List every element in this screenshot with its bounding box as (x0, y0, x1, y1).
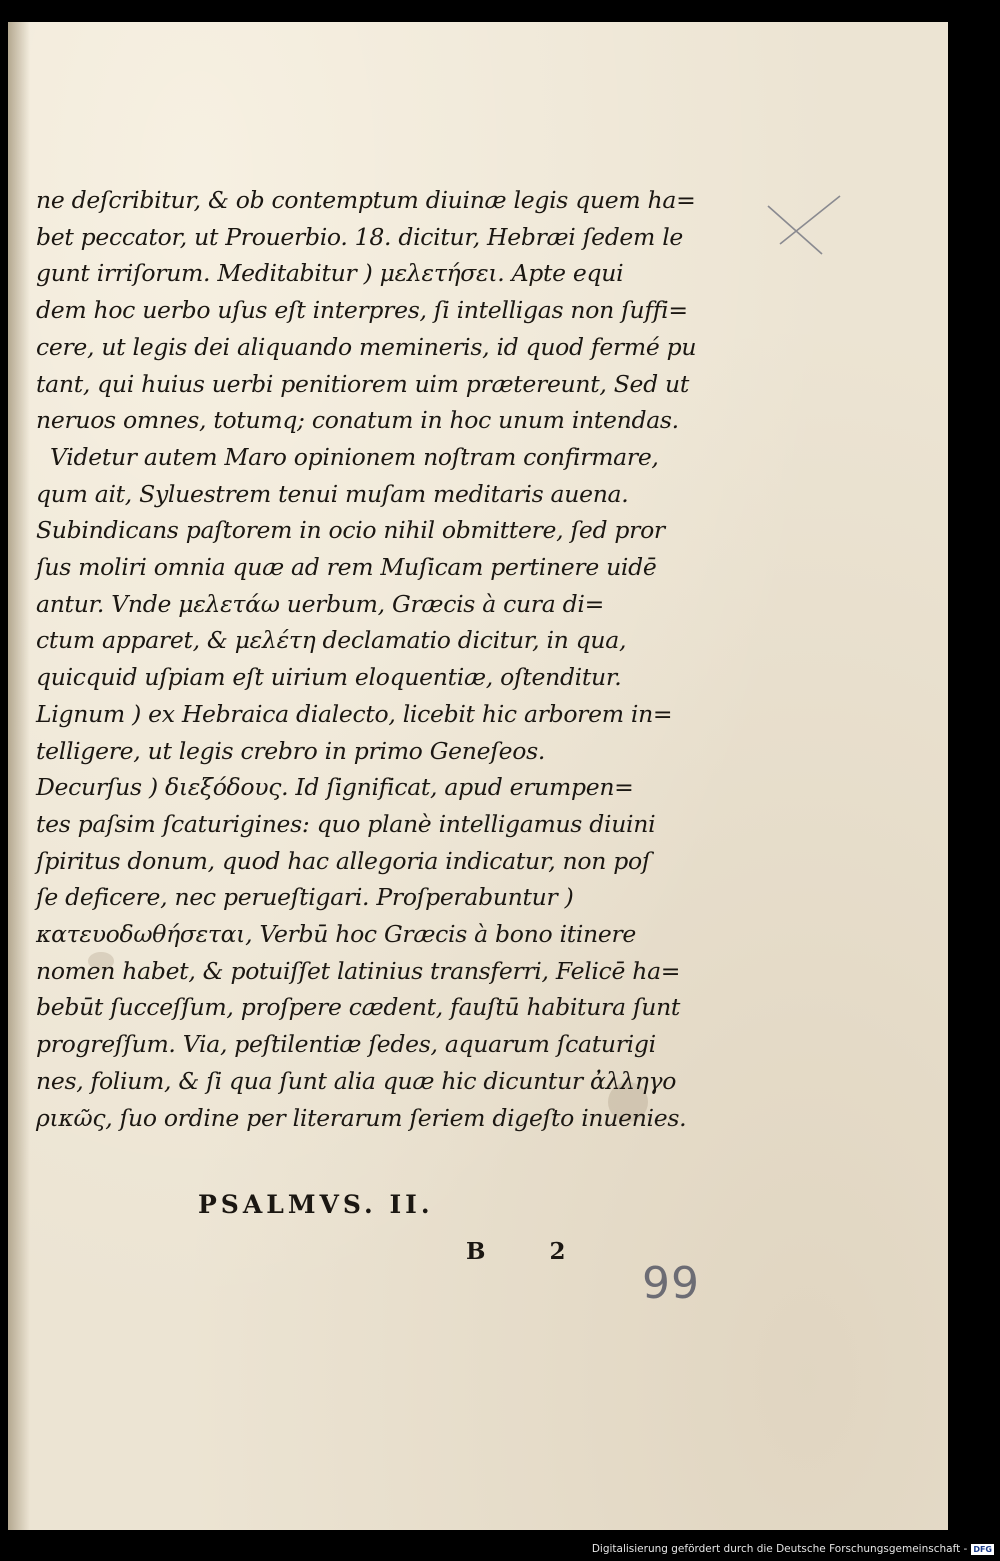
text-line: telligere, ut legis crebro in primo Geneſeos. (36, 736, 546, 765)
text-line: dem hoc uerbo uſus eſt interpres, ſi intelligas non ſuffi= (36, 296, 688, 325)
pencil-cross-mark-icon (760, 192, 850, 262)
text-line: ρικῶς, ſuo ordine per literarum ſeriem digeſto inuenies. (36, 1103, 687, 1132)
text-line: ſe deficere, nec perueſtigari. Proſperabuntur ) (36, 883, 574, 912)
text-line: bebūt ſucceſſum, proſpere cædent, fauſtū habitura ſunt (36, 993, 681, 1022)
text-line: nomen habet, & potuiſſet latinius transferri, Felicē ha= (36, 956, 681, 985)
text-line: gunt irriſorum. Meditabitur ) μελετήσει. Apte equi (36, 259, 624, 288)
text-line: cere, ut legis dei aliquando memineris, id quod fermé pu (36, 332, 697, 361)
text-line: tes paſsim ſcaturigines: quo planè intelligamus diuini (36, 809, 656, 838)
text-line: ſpiritus donum, quod hac allegoria indicatur, non poſ (36, 846, 651, 875)
text-line: Lignum ) ex Hebraica dialecto, licebit hic arborem in= (36, 699, 673, 728)
text-line: Subindicans paſtorem in ocio nihil obmittere, ſed pror (36, 516, 665, 545)
footer-credit-text: Digitalisierung gefördert durch die Deutsche Forschungsgemeinschaft - (591, 1543, 968, 1555)
text-line: antur. Vnde μελετάω uerbum, Græcis à cura di= (36, 589, 604, 618)
dfg-logo-icon: DFG (973, 1544, 992, 1554)
text-line: ne deſcribitur, & ob contemptum diuinæ legis quem ha= (36, 186, 696, 214)
text-line: Videtur autem Maro opinionem noſtram confirmare, (50, 442, 659, 471)
text-line: progreſſum. Via, peſtilentiæ ſedes, aquarum ſcaturigi (36, 1030, 656, 1059)
text-line: quicquid uſpiam eſt uirium eloquentiæ, oſtenditur. (36, 663, 622, 692)
text-line: tant, qui huius uerbi penitiorem uim prætereunt, Sed ut (36, 369, 690, 398)
psalm-heading: PSALMVS. II. (198, 1190, 434, 1219)
text-line: Decurſus ) διεξόδους. Id ſignificat, apud erumpen= (36, 773, 634, 802)
footer-credit (592, 1543, 994, 1555)
text-line: nes, folium, & ſi qua ſunt alia quæ hic dicuntur ἀλληγο (36, 1066, 677, 1095)
text-line: ctum apparet, & μελέτη declamatio dicitur, in qua, (36, 626, 627, 655)
text-line: ſus moliri omnia quæ ad rem Muſicam pertinere uidē (36, 553, 657, 582)
signature-mark: B 2 (466, 1238, 594, 1265)
footer-bar (0, 1533, 1000, 1561)
text-line: bet peccator, ut Prouerbio. 18. dicitur, Hebræi ſedem le (36, 222, 684, 251)
commentary-text (36, 182, 697, 1136)
text-line: qum ait, Syluestrem tenui muſam meditaris auena. (36, 479, 629, 508)
text-line: neruos omnes, totumq; conatum in hoc unum intendas. (36, 406, 679, 435)
scanned-book-page (8, 22, 948, 1530)
page-gutter-shadow (8, 22, 30, 1530)
text-line: κατευοδωθήσεται, Verbū hoc Græcis à bono itinere (36, 920, 637, 949)
handwritten-folio-number: 99 (642, 1258, 700, 1309)
